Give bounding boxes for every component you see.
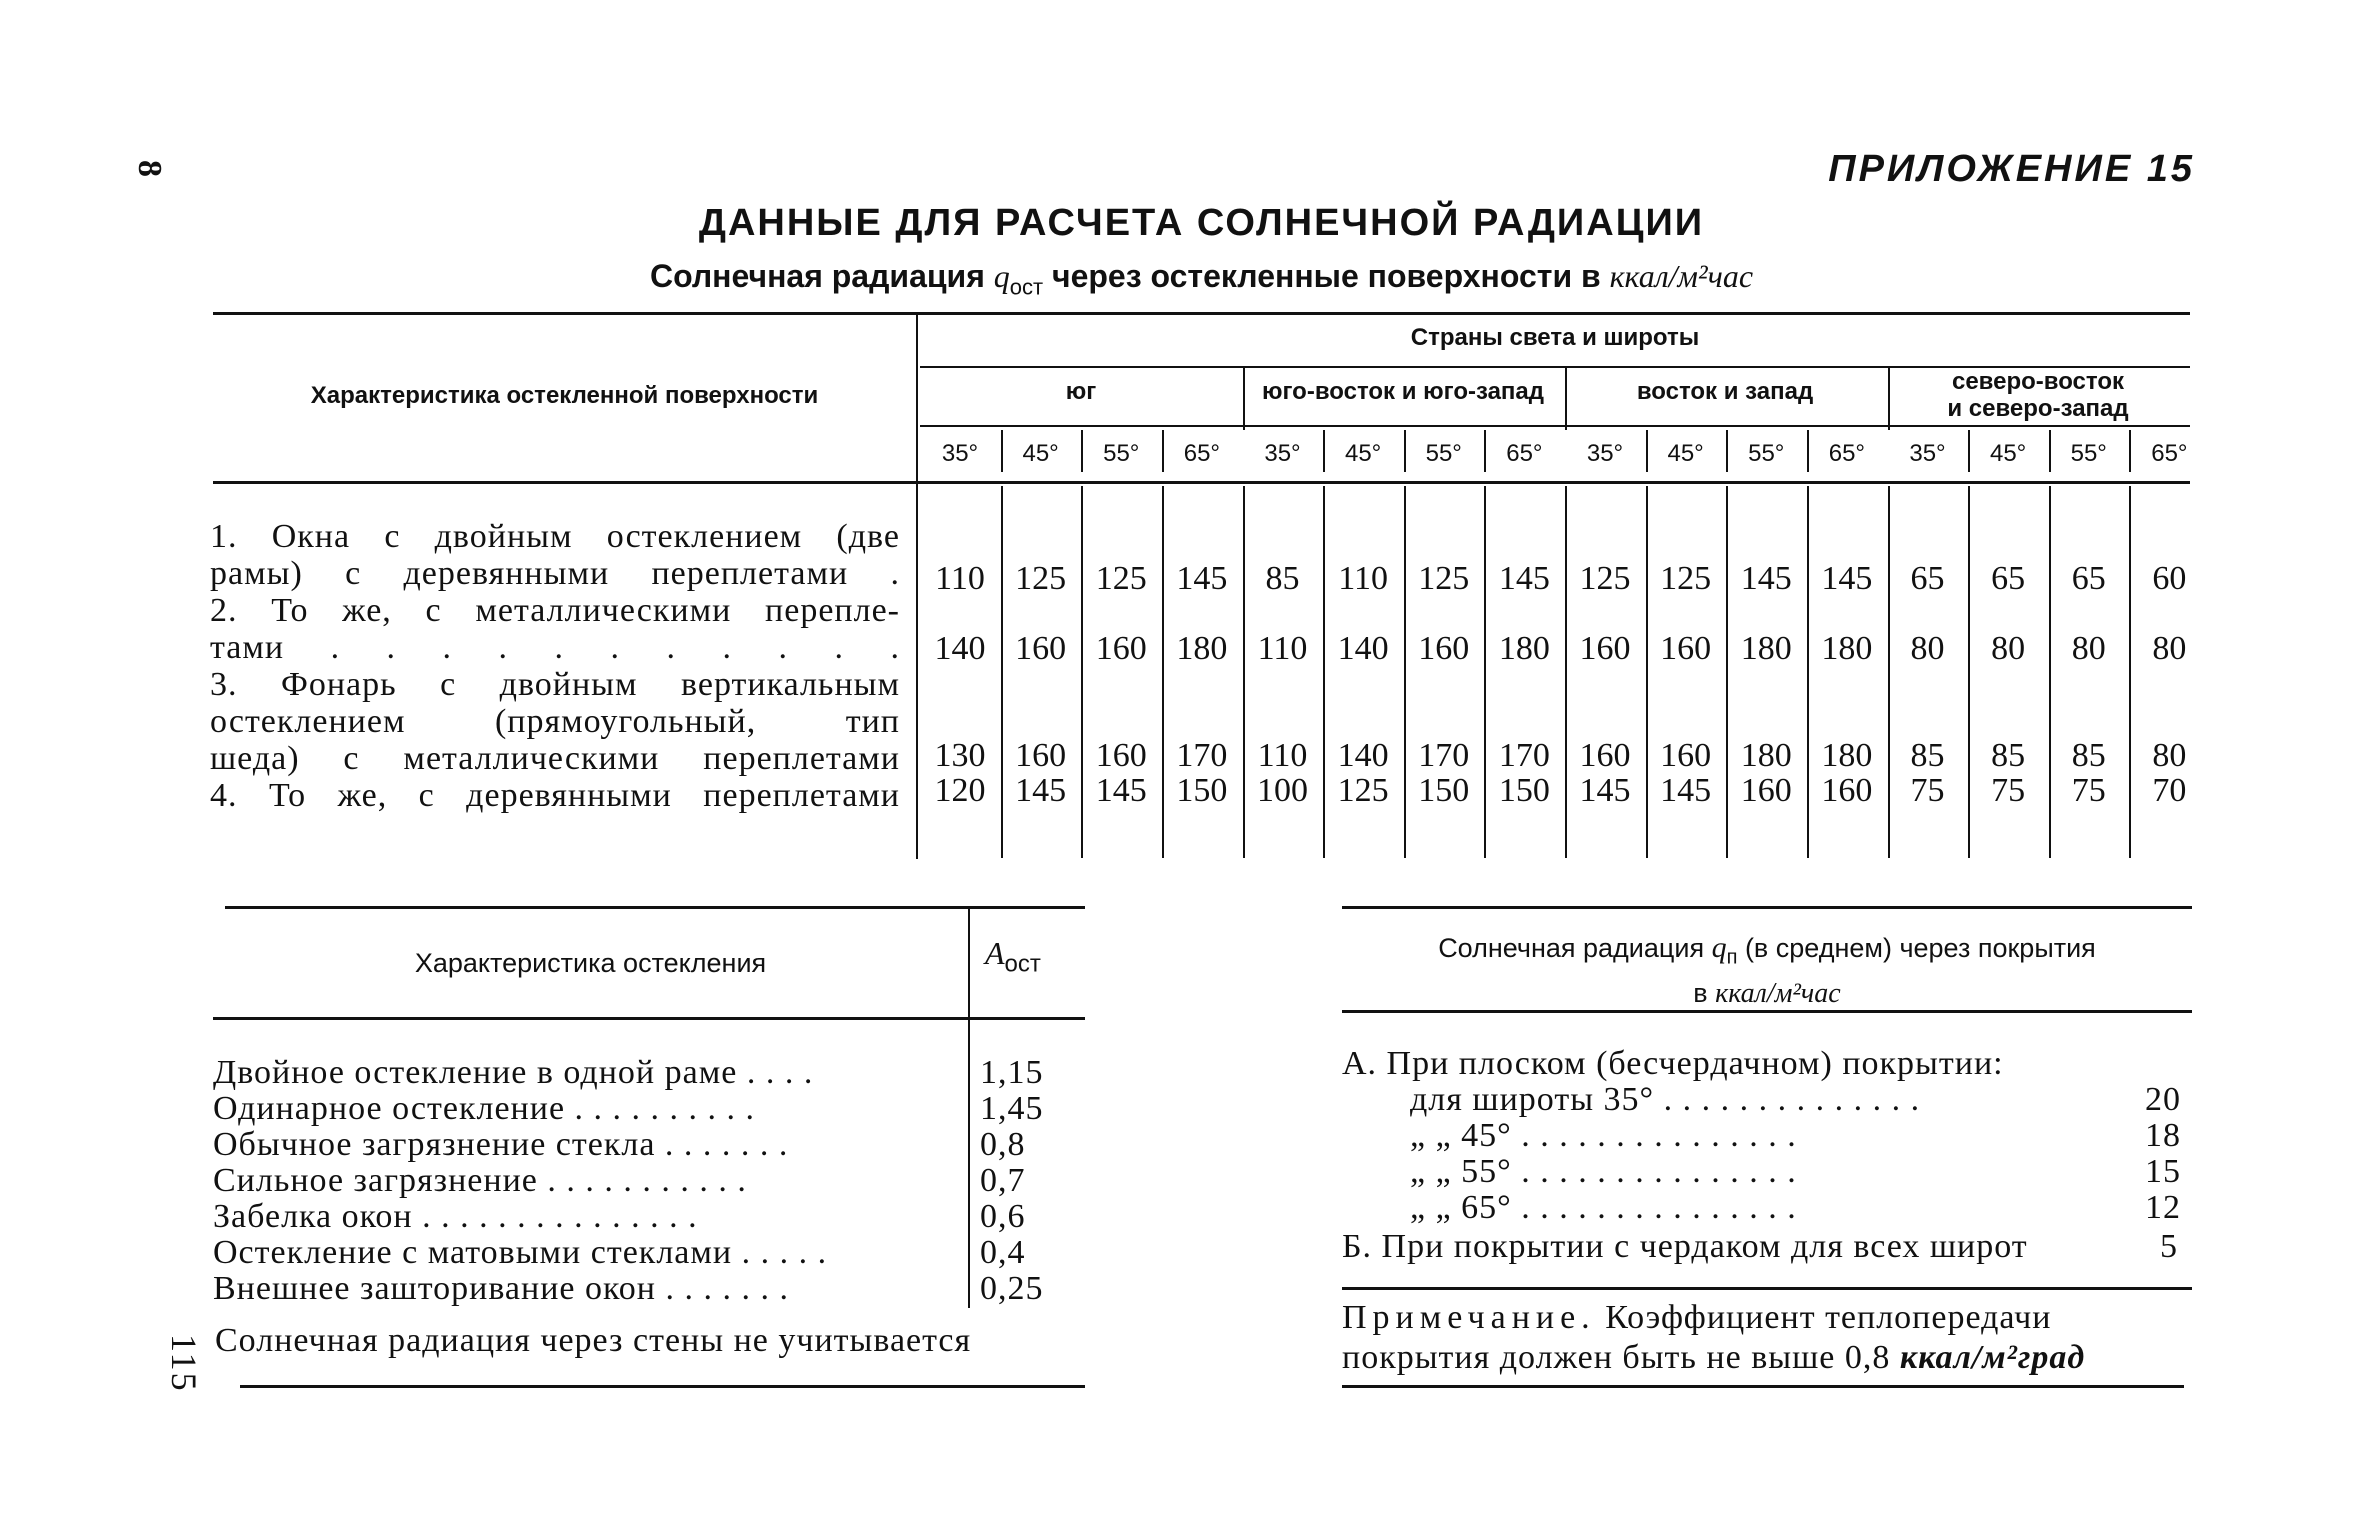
table-cell: 60: [2152, 560, 2187, 597]
table-cell: 180: [1821, 737, 1873, 774]
table-cell: 80: [2152, 737, 2187, 774]
table-cell: 110: [1257, 737, 1308, 774]
roof-header-suffix: (в среднем) через покрытия: [1744, 933, 2096, 963]
latitude-header-9: 35°: [1586, 440, 1624, 467]
subtitle-prefix: Солнечная радиация: [649, 258, 985, 294]
latitude-header-6: 45°: [1344, 440, 1382, 467]
glazing-item-label-3: Обычное загрязнение стекла . . . . . . .: [213, 1127, 789, 1163]
page-number: 115: [164, 1334, 204, 1393]
table-cell: 145: [1095, 772, 1147, 809]
latitude-header-3: 55°: [1103, 440, 1140, 467]
table-cell: 160: [1015, 737, 1067, 774]
subtitle-mid: через остекленные поверхности в: [1051, 258, 1601, 294]
table-cell: 125: [1660, 560, 1712, 597]
glazing-header: Характеристика остекления: [414, 948, 767, 978]
header-divider: [1565, 368, 1567, 430]
roof-latitude-value-2: 18: [2145, 1118, 2181, 1154]
table-cell: 100: [1257, 772, 1308, 809]
table-cell: 65: [2071, 560, 2106, 597]
roof-note-line1: [1342, 1298, 2192, 1338]
latitude-header-15: 55°: [2070, 440, 2107, 467]
header-divider: [1001, 430, 1003, 472]
header-divider: [2129, 430, 2131, 472]
glazing-rule-col: [968, 908, 970, 1308]
roof-latitude-values: [2145, 1082, 2195, 1226]
table-cell: 125: [1579, 560, 1631, 597]
direction-southeast: юго-восток и юго-запад: [1261, 378, 1545, 405]
latitude-header-16: 65°: [2151, 440, 2188, 467]
roof-latitude-label-1: для широты 35° . . . . . . . . . . . . . .: [1410, 1082, 1921, 1118]
latitude-header-5: 35°: [1264, 440, 1301, 467]
latitude-header-4: 65°: [1183, 440, 1221, 467]
header-divider: [1404, 430, 1406, 472]
table-cell: 85: [1910, 737, 1945, 774]
roof-header-line2: [1342, 975, 2192, 1012]
glazing-rule-bottom: [240, 1385, 1085, 1388]
table-cell: 140: [1337, 630, 1389, 667]
table-cell: 110: [1338, 560, 1388, 597]
roof-note: [1342, 1298, 2192, 1378]
header-divider: [1162, 430, 1164, 472]
table-cell: 110: [1257, 630, 1308, 667]
glazing-item-label-5: Забелка окон . . . . . . . . . . . . . . .: [213, 1199, 698, 1235]
roof-note-label: Примечание.: [1342, 1299, 1596, 1336]
row-3-line-3: шеда) с металлическими переплетами: [210, 740, 900, 777]
header-divider: [1888, 368, 1890, 430]
roof-rule-bottom: [1342, 1385, 2184, 1388]
table-cell: 160: [1095, 630, 1147, 667]
glazing-item-label-1: Двойное остекление в одной раме . . . .: [213, 1055, 814, 1091]
row-2-line-2: тами . . . . . . . . . . .: [210, 629, 900, 666]
glazing-values: [980, 1055, 1080, 1307]
glazing-item-value-5: 0,6: [980, 1199, 1026, 1235]
rule-top: [213, 312, 2190, 315]
table-cell: 120: [934, 772, 986, 809]
glazing-item-value-7: 0,25: [980, 1271, 1044, 1307]
glazing-item-value-1: 1,15: [980, 1055, 1044, 1091]
table-cell: 160: [1579, 630, 1631, 667]
table-cell: 160: [1821, 772, 1873, 809]
row-characteristics: [210, 518, 900, 814]
table-cell: 145: [1740, 560, 1792, 597]
appendix-label: ПРИЛОЖЕНИЕ 15: [1828, 148, 2195, 190]
direction-northeast: [1886, 368, 2190, 422]
header-divider: [1243, 368, 1245, 430]
table-cell: 75: [2071, 772, 2106, 809]
glazing-item-value-2: 1,45: [980, 1091, 1044, 1127]
table-cell: 80: [1991, 630, 2026, 667]
table-cell: 110: [935, 560, 985, 597]
header-divider: [1968, 430, 1970, 472]
table-cell: 145: [1176, 560, 1228, 597]
direction-northeast-line1: северо-восток: [1951, 368, 2125, 395]
table-cell: 85: [1991, 737, 2026, 774]
header-divider: [1646, 430, 1648, 472]
table-cell: 125: [1095, 560, 1147, 597]
glazing-rule-header: [213, 1017, 1085, 1020]
table-cell: 75: [1991, 772, 2026, 809]
table-cell: 65: [1910, 560, 1945, 597]
table-cell: 170: [1418, 737, 1470, 774]
glazing-item-label-4: Сильное загрязнение . . . . . . . . . . .: [213, 1163, 747, 1199]
roof-b-label: Б. При покрытии с чердаком для всех широт: [1342, 1228, 2028, 1265]
row-1-line-1: 1. Окна с двойным остеклением (две: [210, 518, 900, 555]
table-cell: 145: [1015, 772, 1067, 809]
latitude-header-7: 55°: [1425, 440, 1462, 467]
latitude-header-14: 45°: [1989, 440, 2027, 467]
table-cell: 65: [1991, 560, 2026, 597]
roof-latitude-value-3: 15: [2145, 1154, 2181, 1190]
direction-east-west: восток и запад: [1636, 378, 1814, 405]
roof-note-text-2: покрытия должен быть не выше 0,8: [1342, 1339, 1891, 1376]
table-cell: 85: [2071, 737, 2106, 774]
table-cell: 140: [934, 630, 986, 667]
table-cell: 160: [1015, 630, 1067, 667]
row-2-line-1: 2. То же, с металлическими перепле-: [210, 592, 900, 629]
table-cell: 145: [1579, 772, 1631, 809]
page-subtitle: [0, 258, 2363, 300]
roof-latitude-value-1: 20: [2145, 1082, 2181, 1118]
page-marker: 8: [131, 160, 168, 177]
header-divider: [1081, 430, 1083, 472]
roof-a-label: А. При плоском (бесчердачном) покрытии:: [1342, 1045, 2004, 1082]
page-title: ДАННЫЕ ДЛЯ РАСЧЕТА СОЛНЕЧНОЙ РАДИАЦИИ: [698, 202, 1705, 244]
table-cell: 150: [1498, 772, 1550, 809]
roof-latitude-value-4: 12: [2145, 1190, 2181, 1226]
glazing-item-value-3: 0,8: [980, 1127, 1026, 1163]
roof-note-units: ккал/м²град: [1899, 1339, 2086, 1376]
coef-header-a: A: [985, 935, 1005, 971]
table-cell: 160: [1418, 630, 1470, 667]
direction-northeast-line2: и северо-запад: [1947, 395, 2129, 422]
row-3-line-1: 3. Фонарь с двойным вертикальным: [210, 666, 900, 703]
table-cell: 160: [1660, 737, 1712, 774]
glazing-item-value-6: 0,4: [980, 1235, 1026, 1271]
header-divider: [1726, 430, 1728, 472]
row-1-line-2: рамы) с деревянными переплетами .: [210, 555, 900, 592]
table-cell: 180: [1821, 630, 1873, 667]
table-cell: 130: [934, 737, 986, 774]
table-cell: 85: [1265, 560, 1300, 597]
table-cell: 170: [1176, 737, 1228, 774]
latitude-header-12: 65°: [1828, 440, 1866, 467]
roof-note-text-1: Коэффициент теплопередачи: [1605, 1299, 2052, 1336]
subtitle-q-sub: ост: [1009, 274, 1044, 300]
table-cell: 160: [1740, 772, 1792, 809]
direction-south: юг: [1065, 378, 1097, 405]
coef-header: [985, 935, 1041, 978]
rule-directions: [920, 425, 2190, 427]
latitude-header-2: 45°: [1022, 440, 1059, 467]
header-divider: [1807, 430, 1809, 472]
roof-b-value: 5: [2160, 1228, 2178, 1265]
header-divider: [1323, 430, 1325, 472]
roof-latitude-label-2: „ „ 45° . . . . . . . . . . . . . . .: [1410, 1118, 1797, 1154]
glazing-item-label-6: Остекление с матовыми стеклами . . . . .: [213, 1235, 828, 1271]
row-4-line-1: 4. То же, с деревянными переплетами: [210, 777, 900, 814]
roof-latitude-label-3: „ „ 55° . . . . . . . . . . . . . . .: [1410, 1154, 1797, 1190]
table-cell: 160: [1579, 737, 1631, 774]
glazing-item-label-2: Одинарное остекление . . . . . . . . . .: [213, 1091, 756, 1127]
table-cell: 180: [1740, 737, 1792, 774]
table-cell: 170: [1498, 737, 1550, 774]
glazing-item-label-7: Внешнее зашторивание окон . . . . . . .: [213, 1271, 789, 1307]
roof-rule-mid: [1342, 1287, 2192, 1290]
table-cell: 160: [1660, 630, 1712, 667]
glazing-rule-top: [225, 906, 1085, 909]
table-cell: 125: [1337, 772, 1389, 809]
table-cell: 140: [1337, 737, 1389, 774]
group-header: Страны света и широты: [1410, 324, 1700, 351]
roof-header-prefix: Солнечная радиация: [1438, 933, 1705, 963]
table-cell: 80: [2152, 630, 2187, 667]
latitude-header-10: 45°: [1667, 440, 1704, 467]
roof-header-line2-prefix: в: [1693, 978, 1708, 1009]
table-cell: 145: [1498, 560, 1550, 597]
subtitle-units: ккал/м²час: [1609, 258, 1754, 294]
roof-latitude-labels: [1410, 1082, 2145, 1226]
subtitle-q: q: [993, 258, 1010, 294]
table-cell: 180: [1498, 630, 1550, 667]
table-cell: 80: [1910, 630, 1945, 667]
table-cell: 125: [1418, 560, 1470, 597]
table-cell: 160: [1095, 737, 1147, 774]
roof-rule-top: [1342, 906, 2192, 909]
latitude-header-13: 35°: [1909, 440, 1946, 467]
table-cell: 150: [1418, 772, 1470, 809]
latitude-header-1: 35°: [941, 440, 979, 467]
latitude-header-8: 65°: [1506, 440, 1543, 467]
header-divider: [2049, 430, 2051, 472]
table-cell: 75: [1910, 772, 1945, 809]
table-cell: 125: [1015, 560, 1067, 597]
characteristic-header: Характеристика остекленной поверхности: [310, 382, 819, 409]
header-divider: [1484, 430, 1486, 472]
table-cell: 145: [1821, 560, 1873, 597]
coef-header-sub: ост: [1004, 950, 1041, 978]
glazing-labels: [213, 1055, 958, 1307]
roof-latitude-label-4: „ „ 65° . . . . . . . . . . . . . . .: [1410, 1190, 1797, 1226]
roof-header-line1: [1342, 930, 2192, 975]
table-cell: 70: [2152, 772, 2187, 809]
rule-header-bottom: [213, 481, 2190, 484]
roof-header-units: ккал/м²час: [1715, 978, 1841, 1010]
table-cell: 180: [1176, 630, 1228, 667]
roof-note-line2: [1342, 1338, 2192, 1378]
table-cell: 145: [1660, 772, 1712, 809]
row-3-line-2: остеклением (прямоугольный, тип: [210, 703, 900, 740]
table-cell: 80: [2071, 630, 2106, 667]
latitude-header-11: 55°: [1748, 440, 1785, 467]
roof-header-q: q: [1711, 931, 1727, 964]
roof-header: [1342, 930, 2192, 1012]
rule-char-col: [916, 314, 918, 859]
glazing-footer: Солнечная радиация через стены не учитывается: [215, 1322, 972, 1359]
glazing-item-value-4: 0,7: [980, 1163, 1026, 1199]
table-cell: 180: [1740, 630, 1792, 667]
table-cell: 150: [1176, 772, 1228, 809]
roof-header-q-sub: п: [1726, 946, 1738, 969]
